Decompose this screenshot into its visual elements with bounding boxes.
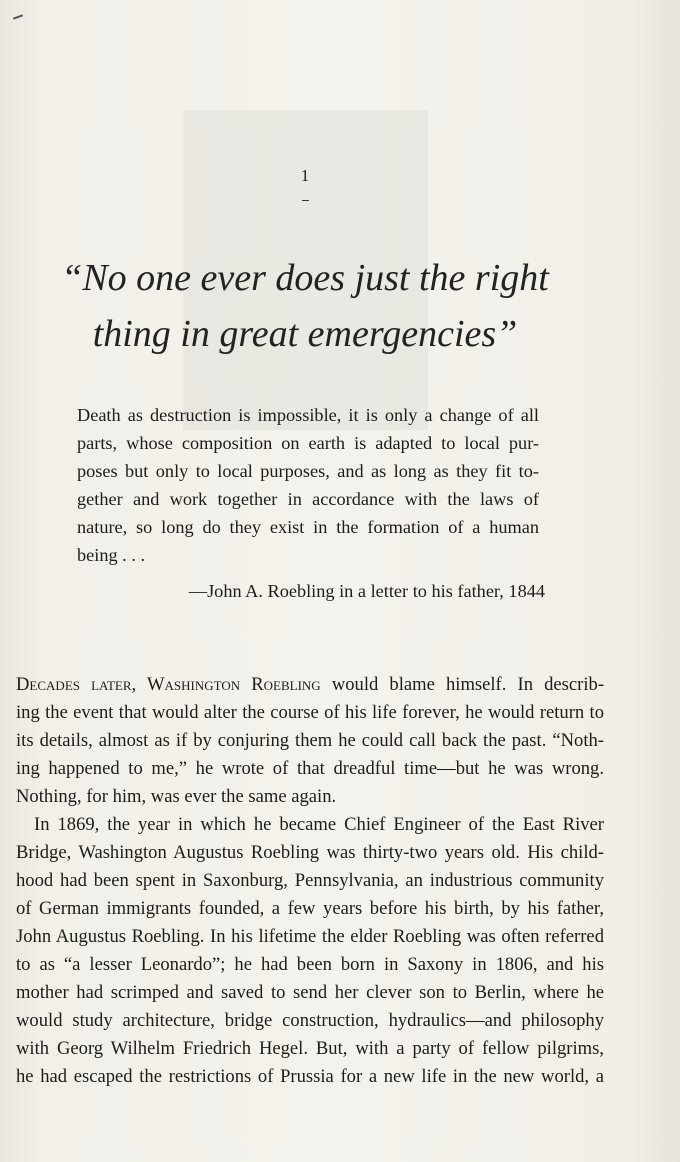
body-line: mother had scrimped and saved to send her clever son to Berlin, where he	[16, 982, 604, 1003]
body-line: he had escaped the restrictions of Prussia for a new life in the new world, a	[16, 1066, 604, 1087]
body-line	[16, 671, 604, 699]
chapter-rule	[302, 200, 309, 201]
body-line: In 1869, the year in which he became Chief Engineer of the East River	[34, 814, 604, 835]
body-line: John Augustus Roebling. In his lifetime the elder Roebling was often referred	[16, 926, 604, 947]
epigraph-attribution: —John A. Roebling in a letter to his father, 1844	[188, 581, 545, 601]
epigraph-line: poses but only to local purposes, and as long as they fit to-	[77, 461, 539, 481]
body-line: hood had been spent in Saxonburg, Pennsylvania, an industrious community	[16, 870, 604, 891]
body-line-rest: would blame himself. In describ-	[320, 674, 605, 695]
body-line: of German immigrants founded, a few years before his birth, by his father,	[16, 898, 604, 919]
chapter-title-line-1: “No one ever does just the right	[61, 257, 549, 299]
body-line: Nothing, for him, was ever the same again.	[16, 786, 337, 807]
epigraph-line: Death as destruction is impossible, it is only a change of all	[77, 405, 539, 425]
epigraph-line: gether and work together in accordance with the laws of	[77, 489, 539, 509]
body-line: ing happened to me,” he wrote of that dreadful time—but he was wrong.	[16, 758, 604, 779]
body-line: to as “a lesser Leonardo”; he had been born in Saxony in 1806, and his	[16, 954, 604, 975]
chapter-title	[0, 250, 610, 362]
epigraph-line: being . . .	[77, 545, 146, 565]
chapter-title-line-2: thing in great emergencies”	[92, 313, 518, 355]
body-line: ing the event that would alter the course of his life forever, he would return to	[16, 702, 604, 723]
body-line: Bridge, Washington Augustus Roebling was thirty-two years old. His child-	[16, 842, 604, 863]
body-line: its details, almost as if by conjuring them he could call back the past. “Noth-	[16, 730, 604, 751]
epigraph-line: nature, so long do they exist in the formation of a human	[77, 517, 539, 537]
body-line: would study architecture, bridge construction, hydraulics—and philosophy	[16, 1010, 604, 1031]
epigraph	[77, 401, 545, 605]
chapter-number: 1	[300, 166, 310, 185]
body-line: with Georg Wilhelm Friedrich Hegel. But, with a party of fellow pilgrims,	[16, 1038, 604, 1059]
page-mark	[13, 14, 23, 19]
opening-smallcaps: Decades later, Washington Roebling	[16, 674, 321, 695]
epigraph-line: parts, whose composition on earth is adapted to local pur-	[77, 433, 539, 453]
body-text	[16, 671, 604, 1091]
